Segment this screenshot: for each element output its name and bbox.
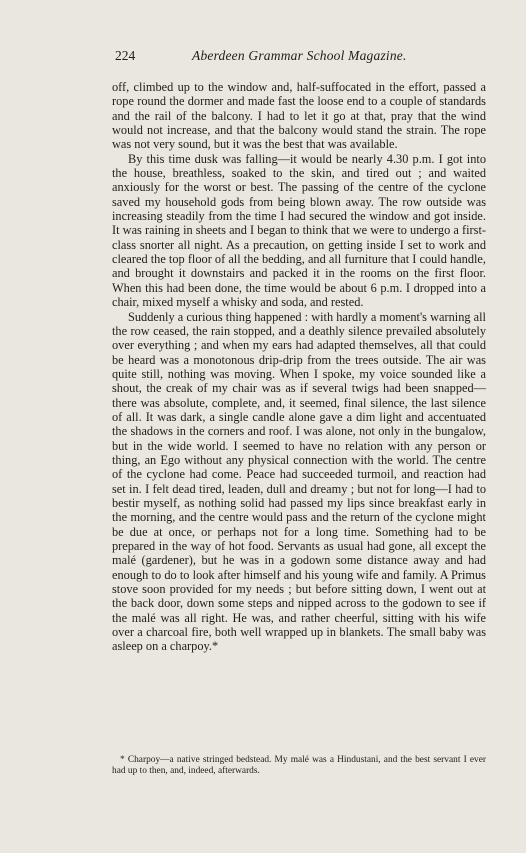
footnote-text: * Charpoy—a native stringed bedstead. My malé was a Hindustani, and the best servant I ever had up to then, and, indeed, afterwards.	[112, 755, 486, 776]
paragraph-1: off, climbed up to the window and, half-suffocated in the effort, passed a rope round the dormer and made fast the loose end to a couple of standards and the rail of the balcony. I had to let it go at that, pray that the wind would not increase, and that the balcony would stand the strain. The rope was not very sound, but it was the best that was available.	[112, 80, 486, 152]
paragraph-2: By this time dusk was falling—it would be nearly 4.30 p.m. I got into the house, breathless, soaked to the skin, and tired out ; and waited anxiously for the worst or best. The passing of the centre of the cyclone saved my household gods from being blown away. The row outside was increasing steadily from the time I had secured the window and got inside. It was raining in sheets and I began to think that we were to undergo a first-class snorter all night. As a precaution, on getting inside I set to work and cleared the top floor of all the bedding, and all furniture that I could handle, and brought it downstairs and packed it in the rooms on the first floor. When this had been done, the time would be about 6 p.m. I dropped into a chair, mixed myself a whisky and soda, and rested.	[112, 151, 486, 310]
running-header	[115, 46, 495, 66]
footnote	[112, 755, 486, 777]
journal-title: Aberdeen Grammar School Magazine.	[192, 48, 407, 63]
page-number: 224	[115, 48, 136, 63]
body-text	[112, 80, 486, 654]
paragraph-3: Suddenly a curious thing happened : with hardly a moment's warning all the row ceased, the rain stopped, and a deathly silence prevailed absolutely over everything ; and when my ears had adapted themselves, all that could be heard was a monotonous drip-drip from the trees outside. The air was quite still, nothing was moving. When I spoke, my voice sounded like a shout, the creak of my chair was as if several twigs had been snapped—there was absolute, complete, and, it seemed, final silence, the last silence of all. It was dark, a single candle alone gave a dim light and accentuated the shadows in the corners and roof. I was alone, not only in the bungalow, but in the wide world. I seemed to have no relation with any person or thing, an Ego without any physical connection with the world. The centre of the cyclone had come. Peace had succeeded turmoil, and reaction had set in. I felt dead tired, leaden, dull and dreamy ; but not for long—I had to bestir myself, as nothing solid had passed my lips since breakfast early in the morning, and the centre would pass and the return of the cyclone might be due at once, or perhaps not for a long time. Something had to be prepared in the way of hot food. Servants as usual had gone, all except the malé (gardener), but he was in a godown some distance away and had enough to do to look after himself and his young wife and family. A Primus stove soon provided for my needs ; but before sitting down, I went out at the back door, down some steps and nipped across to the godown to see if the malé was all right. He was, and rather cheerful, sitting with his wife over a charcoal fire, both well wrapped up in blankets. The small baby was asleep on a charpoy.*	[112, 309, 486, 654]
